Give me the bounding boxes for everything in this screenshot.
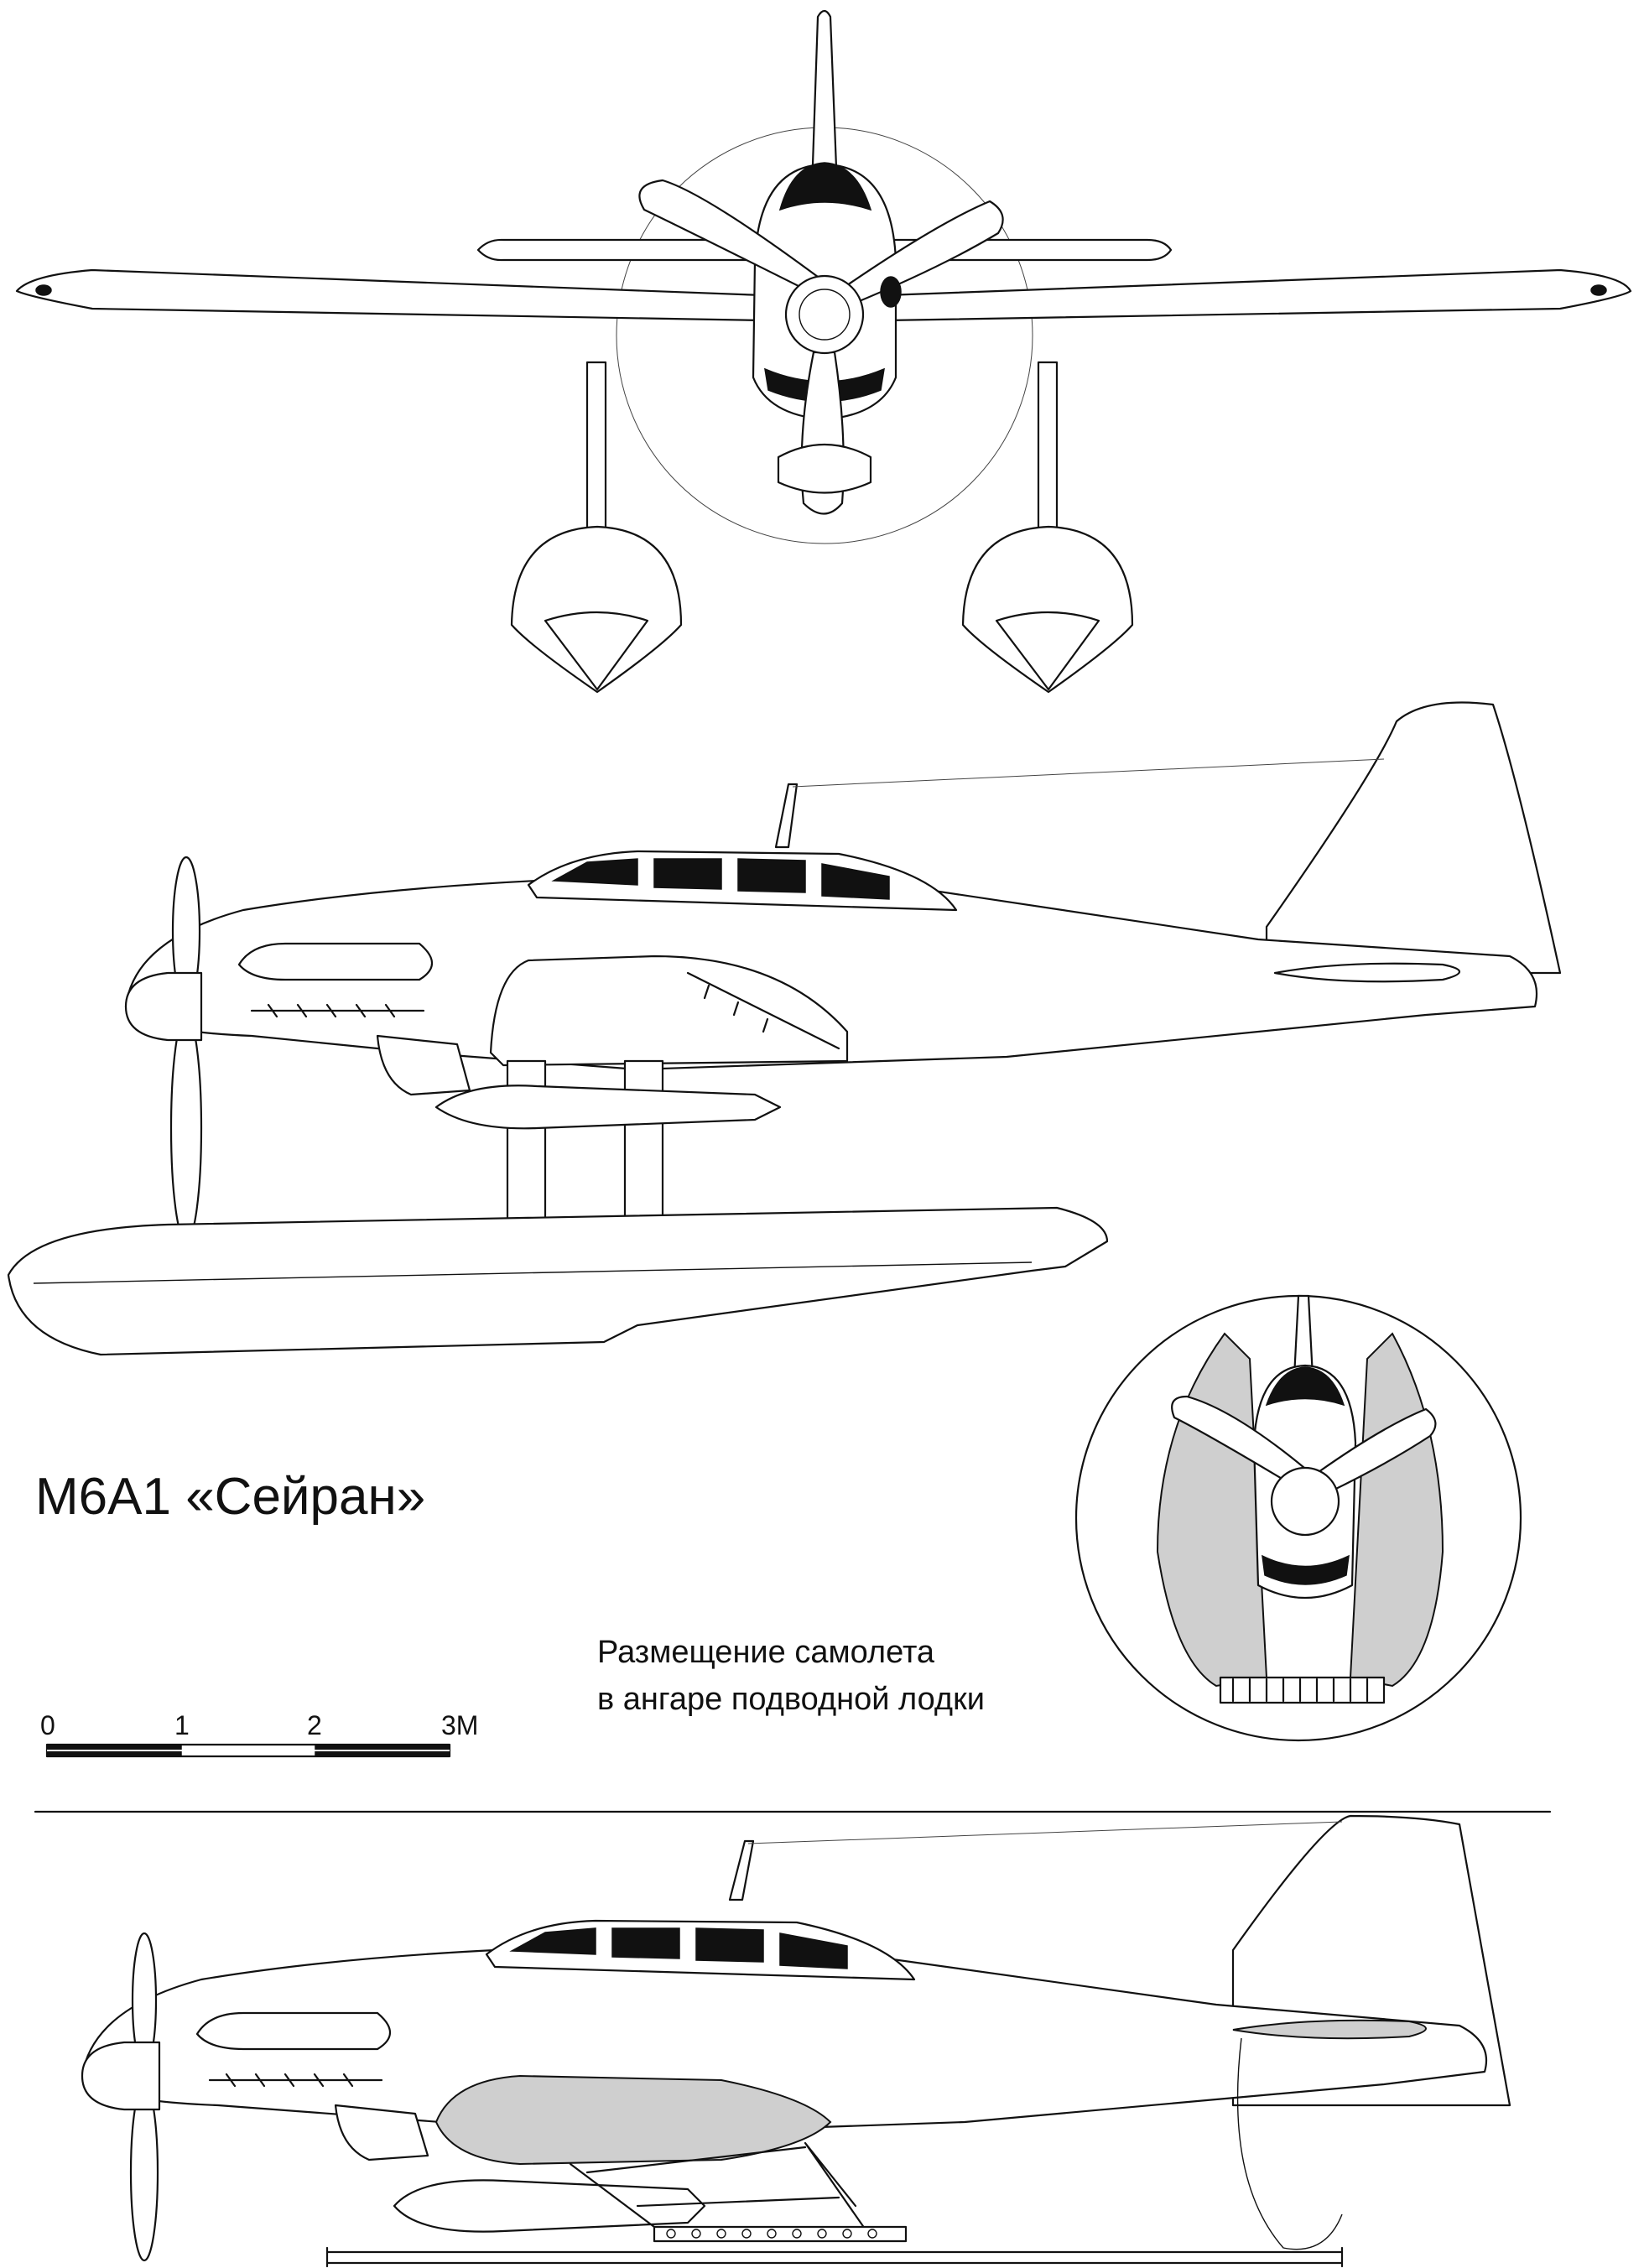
antenna-mast — [776, 784, 797, 847]
spinner-front — [786, 276, 863, 353]
spinner-side — [126, 973, 201, 1040]
float-left — [512, 527, 681, 692]
inset-caption-line2: в ангаре подводной лодки — [597, 1682, 985, 1717]
wingtip-light-left — [36, 285, 51, 295]
folded-side-view — [82, 1816, 1510, 2266]
hangar-stowage-inset — [1076, 1296, 1521, 1740]
bomb-side — [436, 1085, 780, 1128]
float-right — [963, 527, 1132, 692]
folded-antenna-mast — [730, 1841, 753, 1900]
float-strut-aft — [625, 1061, 663, 1220]
scale-tick-0: 0 — [40, 1710, 55, 1740]
tail-fin-side — [1267, 703, 1560, 974]
folded-antenna-wire — [748, 1822, 1342, 1844]
exhaust-front — [881, 277, 901, 307]
canopy-front — [780, 163, 871, 210]
vertical-fin — [812, 11, 837, 189]
float-strut-right — [1038, 362, 1057, 537]
folded-intake — [197, 2013, 390, 2049]
folded-chin-radiator — [336, 2105, 428, 2160]
wing-right — [886, 270, 1631, 320]
scale-tick-1: 1 — [174, 1710, 190, 1740]
inset-spinner — [1272, 1468, 1339, 1535]
propeller-lower-blade — [171, 1015, 201, 1241]
main-float-side — [8, 1208, 1107, 1355]
wingtip-light-right — [1591, 285, 1606, 295]
hangar-deck-track — [327, 2248, 1342, 2266]
float-strut-left — [587, 362, 606, 537]
inset-caption-line1: Размещение самолета — [597, 1635, 935, 1670]
scale-bar — [40, 1710, 478, 1756]
supercharger-intake — [239, 944, 432, 980]
scale-tick-3: 3M — [441, 1710, 479, 1740]
wing-left — [17, 270, 763, 320]
folded-spinner — [82, 2042, 159, 2109]
side-view — [8, 703, 1560, 1355]
scale-tick-2: 2 — [307, 1710, 322, 1740]
folded-propeller-lower — [131, 2084, 158, 2260]
front-view — [17, 11, 1631, 692]
chin-radiator — [377, 1036, 470, 1095]
bomb-front — [778, 445, 871, 493]
antenna-wire — [793, 759, 1384, 787]
hangar-cradle — [1220, 1678, 1384, 1703]
drawing-title: M6A1 «Сейран» — [35, 1468, 426, 1526]
